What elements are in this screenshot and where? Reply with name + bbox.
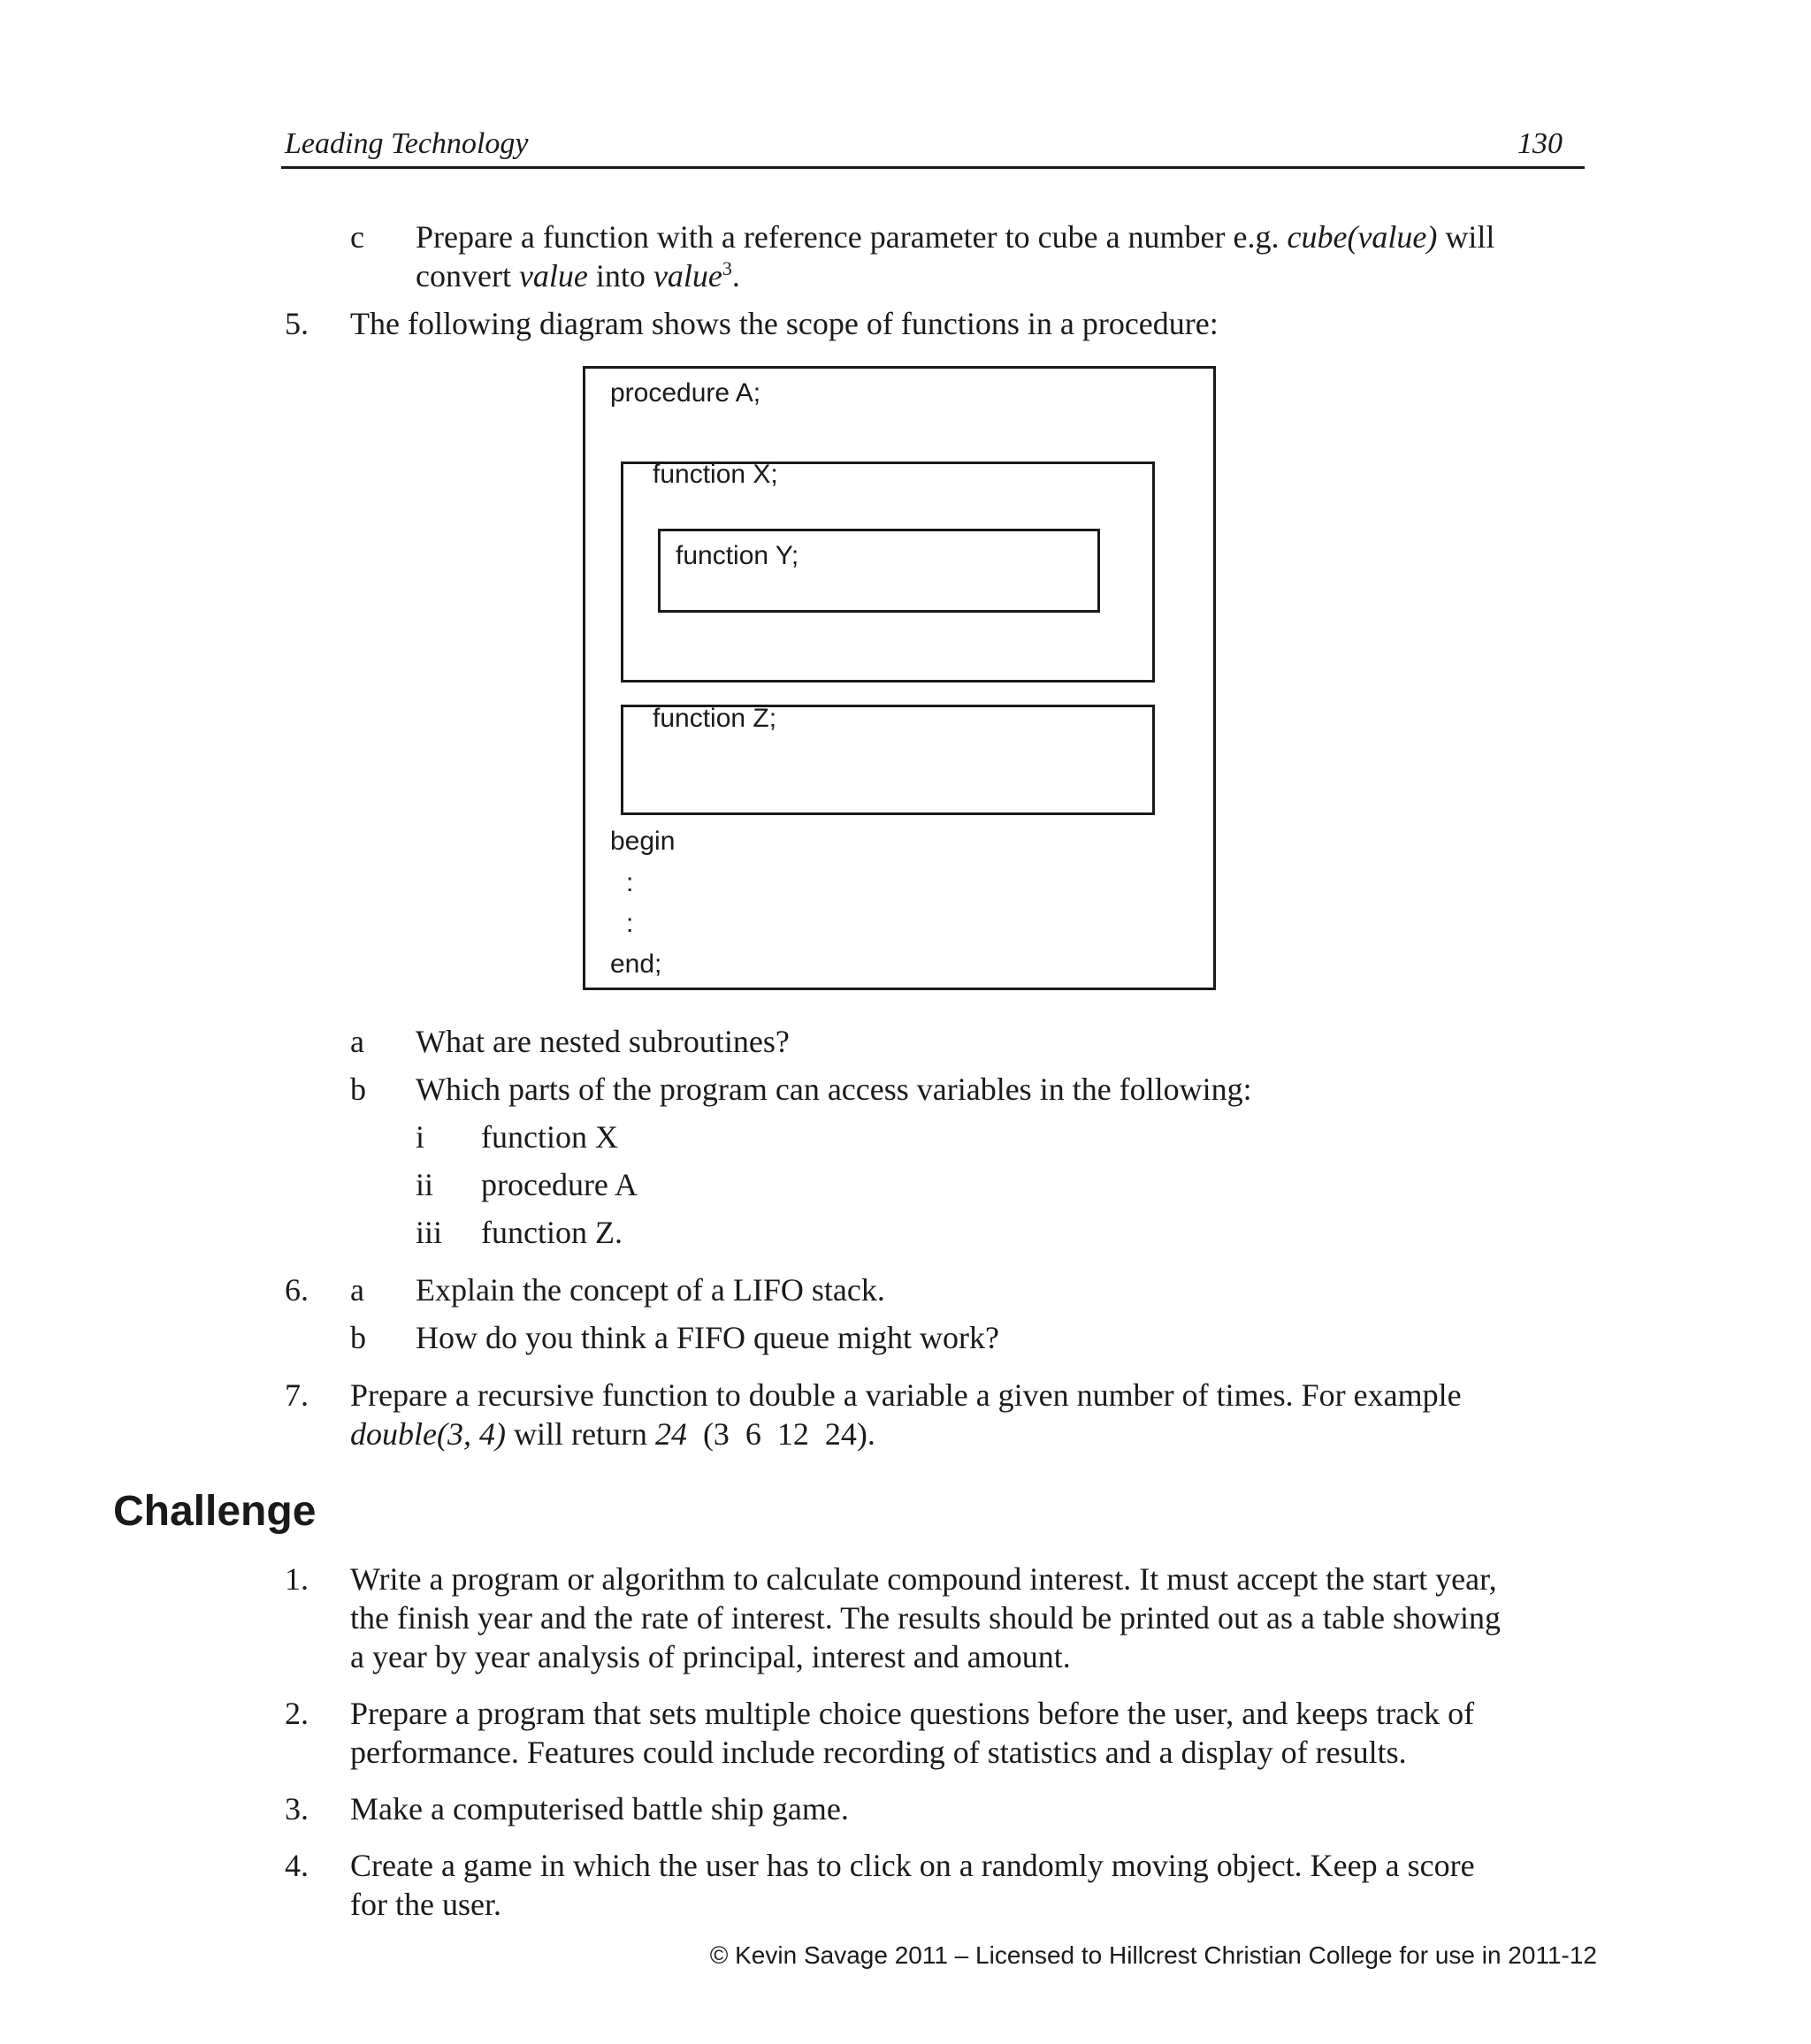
q5b-label: b bbox=[350, 1072, 366, 1107]
q4c-label: c bbox=[350, 219, 364, 255]
q5-text: The following diagram shows the scope of functions in a procedure: bbox=[350, 306, 1219, 341]
begin-label: begin bbox=[610, 827, 676, 856]
challenge-item-line: Write a program or algorithm to calculate compound interest. It must accept the start year, bbox=[350, 1561, 1497, 1597]
page-number: 130 bbox=[1517, 127, 1563, 160]
running-header-title: Leading Technology bbox=[285, 127, 529, 160]
q5b-sub-text: procedure A bbox=[481, 1167, 638, 1202]
challenge-item-line: Prepare a program that sets multiple choice questions before the user, and keeps track of bbox=[350, 1696, 1475, 1731]
q7-number: 7. bbox=[285, 1377, 309, 1413]
ellipsis-colon-2: : bbox=[626, 909, 634, 938]
function-y-label: function Y; bbox=[676, 541, 799, 570]
q5b-text: Which parts of the program can access variables in the following: bbox=[416, 1072, 1252, 1107]
q7-line2: double(3, 4) will return 24 (3 6 12 24). bbox=[350, 1416, 875, 1452]
procedure-a-label: procedure A; bbox=[610, 378, 761, 408]
q5b-sub-label: i bbox=[416, 1119, 425, 1155]
challenge-item-line: Make a computerised battle ship game. bbox=[350, 1791, 849, 1827]
q5-number: 5. bbox=[285, 306, 309, 341]
copyright-footer: © Kevin Savage 2011 – Licensed to Hillcrest Christian College for use in 2011-12 bbox=[709, 1941, 1597, 1969]
header-rule bbox=[281, 166, 1585, 169]
q6b-label: b bbox=[350, 1320, 366, 1355]
function-x-label: function X; bbox=[653, 460, 778, 489]
q5b-sub-text: function Z. bbox=[481, 1215, 623, 1250]
challenge-item-line: Create a game in which the user has to click on a randomly moving object. Keep a score bbox=[350, 1848, 1475, 1883]
q5a-text: What are nested subroutines? bbox=[416, 1024, 790, 1059]
q5b-sub-text: function X bbox=[481, 1119, 618, 1155]
q7-line1: Prepare a recursive function to double a variable a given number of times. For example bbox=[350, 1377, 1462, 1413]
challenge-item-number: 3. bbox=[285, 1791, 309, 1827]
challenge-item-line: performance. Features could include recording of statistics and a display of results. bbox=[350, 1735, 1407, 1770]
challenge-item-line: for the user. bbox=[350, 1887, 501, 1922]
q4c-line2: convert value into value$^3$. bbox=[416, 257, 740, 294]
challenge-item-number: 1. bbox=[285, 1561, 309, 1597]
q5b-sub-label: ii bbox=[416, 1167, 434, 1202]
challenge-item-number: 2. bbox=[285, 1696, 309, 1731]
challenge-item-line: a year by year analysis of principal, interest and amount. bbox=[350, 1639, 1071, 1674]
challenge-item-number: 4. bbox=[285, 1848, 309, 1883]
q4c-line1: Prepare a function with a reference parameter to cube a number e.g. cube(value) will bbox=[416, 219, 1495, 255]
function-z-label: function Z; bbox=[653, 704, 777, 733]
challenge-item-line: the finish year and the rate of interest. The results should be printed out as a table showing bbox=[350, 1600, 1501, 1636]
q6a-text: Explain the concept of a LIFO stack. bbox=[416, 1272, 885, 1308]
q5b-sub-label: iii bbox=[416, 1215, 443, 1250]
end-label: end; bbox=[610, 950, 662, 979]
q5a-label: a bbox=[350, 1024, 364, 1059]
q6b-text: How do you think a FIFO queue might work? bbox=[416, 1320, 999, 1355]
q6-number: 6. bbox=[285, 1272, 309, 1308]
challenge-heading: Challenge bbox=[113, 1488, 317, 1535]
q6a-label: a bbox=[350, 1272, 364, 1308]
ellipsis-colon-1: : bbox=[626, 868, 634, 897]
